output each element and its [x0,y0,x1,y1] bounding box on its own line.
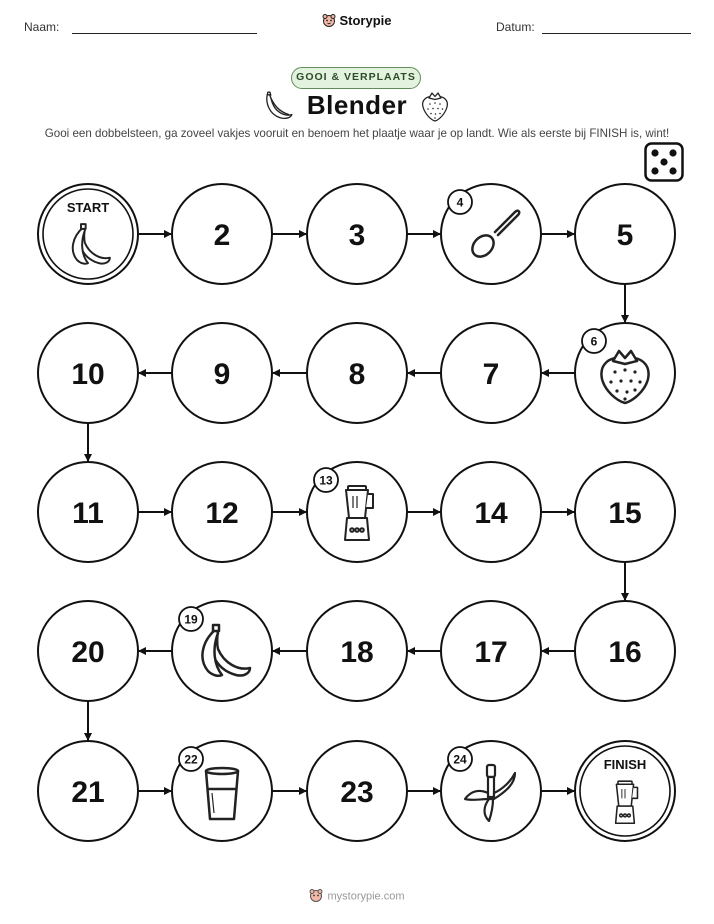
board-cell-11 [38,462,138,562]
board-cell-20 [38,601,138,701]
board-cell-18 [307,601,407,701]
cell-number: 7 [482,358,500,391]
board-cell-16 [575,601,675,701]
instructions: Gooi een dobbelsteen, ga zoveel vakjes vooruit en benoem het plaatje waar je op landt. Wie als eerste bij FINISH is, wint! [44,127,670,140]
board-cell-finish [575,741,675,841]
board-cell-7 [441,323,541,423]
board-cell-23 [307,741,407,841]
game-type-badge: GOOI & VERPLAATS [291,67,421,89]
cell-number: 15 [608,497,642,530]
cell-label: FINISH [603,757,647,772]
cell-number: 23 [340,776,374,809]
board-cell-14 [441,462,541,562]
cell-number: 16 [608,636,642,669]
cell-number: 9 [213,358,231,391]
board-cell-9 [172,323,272,423]
board-cell-15 [575,462,675,562]
board-cell-19 [172,601,272,701]
board-cell-13 [307,462,407,562]
board-cell-start [38,184,138,284]
board-cell-24 [441,741,541,841]
cell-number: 4 [456,195,464,210]
board-cell-5 [575,184,675,284]
cell-number: 21 [71,776,105,809]
cell-number: 20 [71,636,105,669]
glass-icon [206,768,238,819]
footer [0,888,714,905]
cell-number: 19 [184,612,198,627]
cell-number: 14 [474,497,508,530]
cell-number: 10 [71,358,105,391]
board-cell-3 [307,184,407,284]
cell-label: START [66,200,110,215]
cell-number: 11 [72,497,104,530]
name-label: Naam: [24,20,60,34]
board-cell-22 [172,741,272,841]
board-cell-8 [307,323,407,423]
board-cell-21 [38,741,138,841]
cell-number: 24 [453,752,467,767]
date-label: Datum: [496,20,535,34]
board-cell-10 [38,323,138,423]
cell-number: 13 [319,473,333,488]
cell-number: 3 [348,219,366,252]
brand-name: Storypie [339,13,392,28]
cell-number: 2 [213,219,231,252]
board-cell-2 [172,184,272,284]
cell-number: 5 [616,219,634,252]
cell-number: 6 [590,334,598,349]
cell-number: 8 [348,358,366,391]
cell-number: 17 [474,636,508,669]
page-title: Blender [306,90,408,120]
board-cell-6 [575,323,675,423]
board-cell-4 [441,184,541,284]
board-cell-12 [172,462,272,562]
cell-circle [38,184,138,284]
cell-number: 18 [340,636,374,669]
board-cell-17 [441,601,541,701]
footer-url: mystorypie.com [327,890,405,903]
cell-number: 22 [184,752,198,767]
cell-number: 12 [205,497,239,530]
storypie-footer-logo-icon [309,888,323,905]
